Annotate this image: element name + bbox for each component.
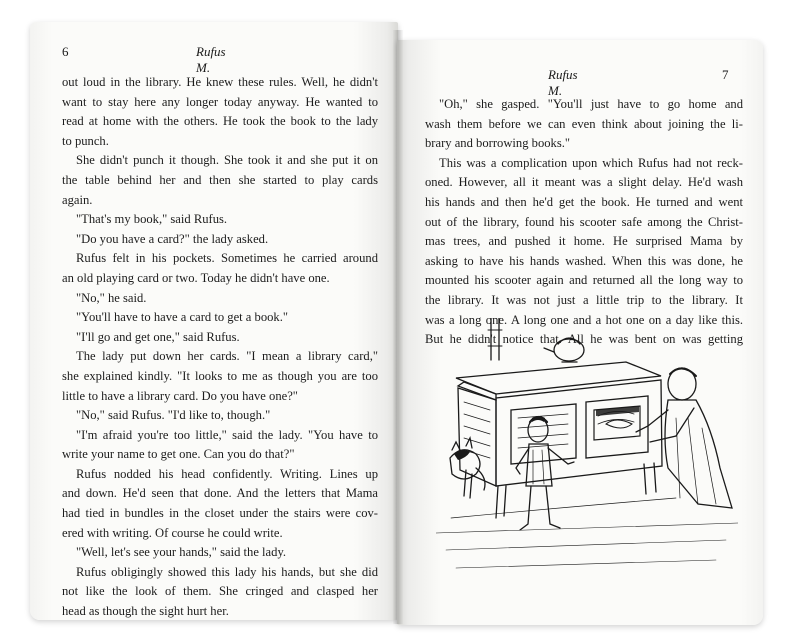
text-line: his hands and then he'd get the book. He turned and went [425,194,743,209]
text-line: brary and borrowing books." [425,136,571,151]
text-line: mounted his scooter again and returned all the long way to [425,273,743,288]
text-line: "Oh," she gasped. "You'll just have to go home and [439,97,743,111]
text-line: the table behind her and then she started to play cards [62,172,378,187]
text-line: Rufus obligingly showed this lady his hands, but she did [76,564,378,579]
text-line: "Do you have a card?" the lady asked. [76,231,269,246]
right-running-head: Rufus M. [548,67,578,98]
text-line: "I'm afraid you're too little," said the lady. "You have to [76,427,378,442]
kitchen-stove-illustration [436,318,738,586]
right-page-number: 7 [722,67,729,82]
text-line: oned. However, all it meant was a slight delay. He'd wash [425,175,743,190]
text-line: "No," said Rufus. "I'd like to, though." [76,408,271,423]
left-page-number: 6 [62,44,69,59]
text-line: "You'll have to have a card to get a book." [76,310,289,325]
text-line: mas trees, and pushed it home. He surprised Mama by [425,234,743,249]
text-line: and down. He'd seen that done. And the letters that Mama [62,486,378,501]
text-line: "Well, let's see your hands," said the lady. [76,545,287,560]
text-line: want to stay here any longer today anyway. He wanted to [62,94,378,109]
text-line: was a long one. A long one and a hot one on a day like this. [425,312,743,327]
text-line: read at home with the others. He took the book to the lady [62,114,378,129]
text-line: had tied in bundles in the closet under the stairs were cov- [62,506,378,521]
text-line: wash them before we can even think about joining the li- [425,116,743,131]
text-line: little to have a library card. Do you have one?" [62,388,298,403]
text-line: This was a complication upon which Rufus had not reck- [439,155,743,170]
text-line: But he didn't notice that. All he was bent on was getting [425,332,743,347]
text-line: not like the look of them. She cringed and clasped her [62,584,378,599]
text-line: out of the library, found his scooter safe among the Christ- [425,214,743,229]
text-line: the library. It was not just a little trip to the library. It [425,292,743,307]
text-line: to punch. [62,133,109,148]
text-line: write your name to get one. Can you do that?" [62,447,295,462]
text-line: out loud in the library. He knew these rules. Well, he didn't [62,75,378,89]
text-line: asking to have his hands washed. When this was done, he [425,253,743,268]
text-line: The lady put down her cards. "I mean a library card," [76,349,378,364]
text-line: an old playing card or two. Today he didn't have one. [62,270,330,285]
text-line: Rufus nodded his head confidently. Writing. Lines up [76,466,378,481]
right-page-text [425,95,743,350]
text-line: again. [62,192,93,207]
text-line: Rufus felt in his pockets. Sometimes he carried around [76,251,378,266]
left-running-head: Rufus M. [196,44,226,75]
text-line: ered with writing. Of course he could write. [62,525,283,540]
text-line: she explained kindly. "It looks to me as though you are too [62,368,378,383]
text-line: head as though the sight hurt her. [62,604,229,619]
left-page-text [62,73,378,622]
text-line: "I'll go and get one," said Rufus. [76,329,240,344]
text-line: "No," he said. [76,290,147,305]
book-spine [393,30,403,624]
text-line: "That's my book," said Rufus. [76,212,228,227]
text-line: She didn't punch it though. She took it and she put it on [76,153,378,168]
